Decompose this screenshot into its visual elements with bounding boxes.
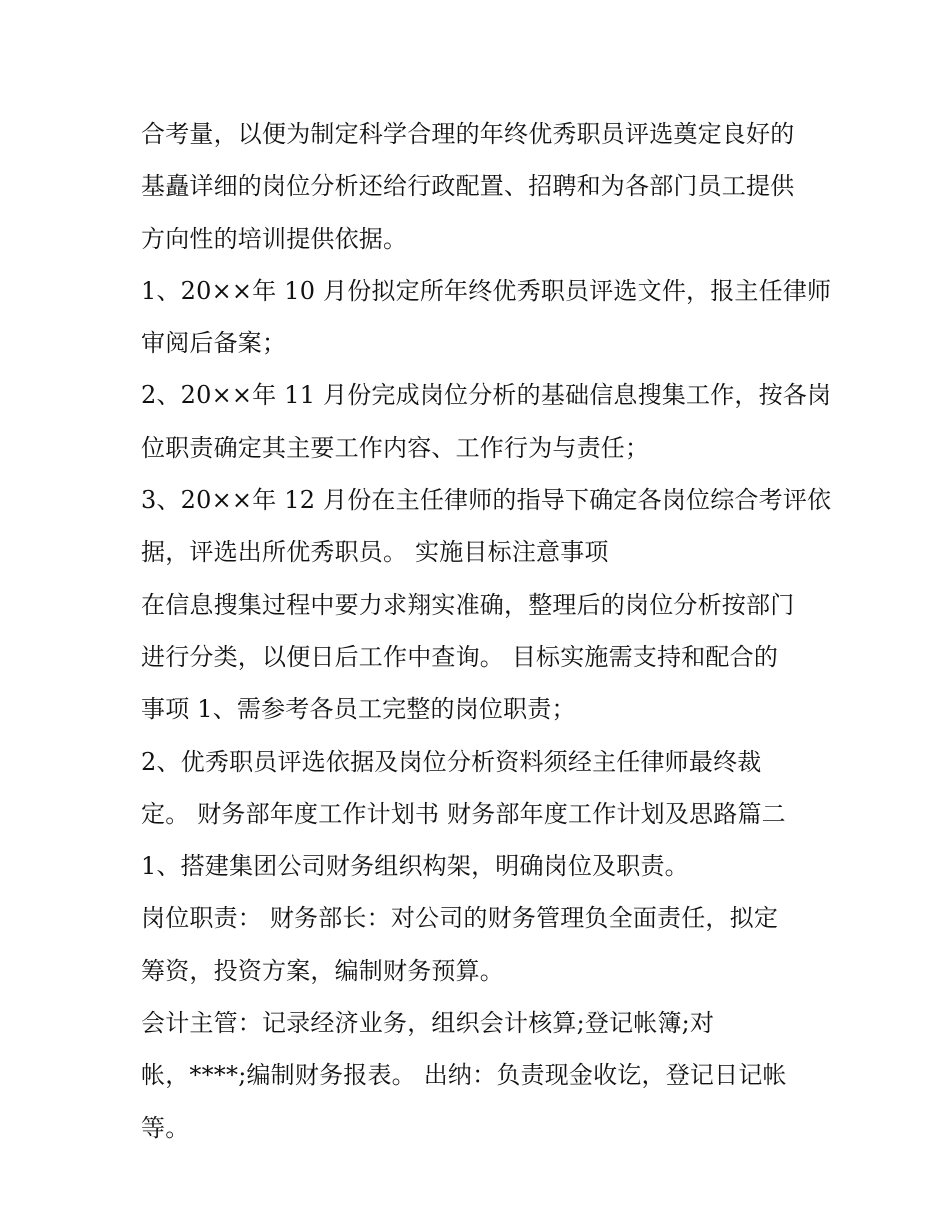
text-line: 帐，****;编制财务报表。 出纳：负责现金收讫，登记日记帐 [141,1061,787,1090]
text-line: 基矗详细的岗位分析还给行政配置、招聘和为各部门员工提供 [141,172,795,201]
text-line: 2、优秀职员评选依据及岗位分析资料须经主任律师最终裁 [141,747,762,776]
text-line: 据，评选出所优秀职员。 实施目标注意事项 [141,538,609,567]
text-line: 进行分类，以便日后工作中查询。 目标实施需支持和配合的 [141,642,779,671]
text-line: 3、20××年 12 月份在主任律师的指导下确定各岗位综合考评依 [141,486,832,515]
text-line: 方向性的培训提供依据。 [141,224,408,253]
text-line: 在信息搜集过程中要力求翔实准确，整理后的岗位分析按部门 [141,590,795,619]
text-line: 位职责确定其主要工作内容、工作行为与责任； [141,433,650,462]
text-line: 2、20××年 11 月份完成岗位分析的基础信息搜集工作，按各岗 [141,381,832,410]
text-line: 1、搭建集团公司财务组织构架，明确岗位及职责。 [141,852,689,881]
text-line: 事项 1、需参考各员工完整的岗位职责； [141,695,576,724]
text-line: 1、20××年 10 月份拟定所年终优秀职员评选文件，报主任律师 [141,276,832,305]
text-line: 等。 [141,1113,190,1142]
document-body [141,108,832,1154]
text-line: 筹资，投资方案，编制财务预算。 [141,956,504,985]
text-line: 审阅后备案； [141,329,287,358]
text-line: 岗位职责： 财务部长：对公司的财务管理负全面责任，拟定 [141,904,779,933]
text-line: 合考量，以便为制定科学合理的年终优秀职员评选奠定良好的 [141,120,795,148]
text-line: 定。 财务部年度工作计划书 财务部年度工作计划及思路篇二 [141,799,786,828]
text-line: 会计主管：记录经济业务，组织会计核算;登记帐簿;对 [141,1009,715,1038]
